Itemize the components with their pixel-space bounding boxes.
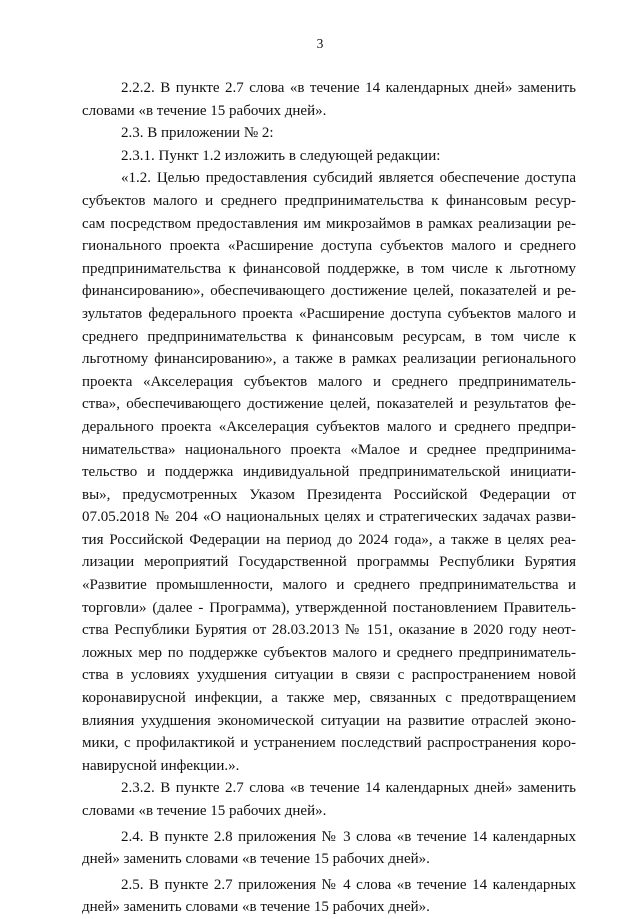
text-line: ства», обеспечивающего достижение целей, показателей и результатов фе- — [82, 396, 576, 413]
text-line: дней» заменить словами «в течение 15 рабочих дней». — [82, 851, 430, 868]
text-line: ства Республики Бурятия от 28.03.2013 № 151, оказание в 2020 году неот- — [82, 622, 576, 639]
text-line: влияния ухудшения экономической ситуации на развитие отраслей эконо- — [82, 712, 576, 729]
text-line: 2.3. В приложении № 2: — [121, 125, 274, 142]
text-line: предпринимательства к финансовой поддержке, в том числе к льготному — [82, 260, 576, 277]
text-line: словами «в течение 15 рабочих дней». — [82, 102, 327, 119]
text-line: 2.3.1. Пункт 1.2 изложить в следующей редакции: — [121, 147, 441, 164]
text-line: дней» заменить словами «в течение 15 рабочих дней». — [82, 899, 430, 916]
text-line: 2.2.2. В пункте 2.7 слова «в течение 14 календарных дней» заменить — [121, 80, 576, 96]
document-body — [82, 77, 576, 919]
page-number: 3 — [316, 36, 324, 51]
text-line: 07.05.2018 № 204 «О национальных целях и стратегических задачах разви- — [82, 509, 576, 526]
text-line: сам посредством предоставления им микрозаймов в рамках реализации ре- — [82, 215, 576, 232]
text-line: лизации мероприятий Государственной программы Республики Бурятия — [82, 554, 576, 571]
text-line: тельство и поддержка индивидуальной предпринимательской инициати- — [82, 464, 576, 481]
text-line: ложных мер по поддержке субъектов малого и среднего предприниматель- — [82, 644, 576, 661]
text-line: «Развитие промышленности, малого и среднего предпринимательства и — [82, 577, 576, 594]
text-line: словами «в течение 15 рабочих дней». — [82, 803, 327, 819]
text-line: 2.3.2. В пункте 2.7 слова «в течение 14 календарных дней» заменить — [121, 780, 576, 797]
text-line: тия Российской Федерации на период до 2024 года», а также в целях реа- — [82, 531, 576, 548]
text-line: проекта «Акселерация субъектов малого и среднего предприниматель- — [82, 373, 576, 390]
text-line: финансированию», обеспечивающего достижение целей, показателей и ре- — [82, 283, 576, 300]
text-line: вы», предусмотренных Указом Президента Российской Федерации от — [82, 486, 576, 503]
text-line: субъектов малого и среднего предпринимательства к финансовым ресур- — [82, 192, 576, 209]
text-line: коронавирусной инфекции, а также мер, связанных с предотвращением — [82, 690, 576, 707]
text-line: торговли» (далее - Программа), утвержденной постановлением Правитель- — [82, 599, 576, 616]
text-line: «1.2. Целью предоставления субсидий является обеспечение доступа — [121, 170, 576, 187]
text-line: навирусной инфекции.». — [82, 757, 240, 774]
text-line: гионального проекта «Расширение доступа субъектов малого и среднего — [82, 238, 576, 255]
text-line: нимательства» национального проекта «Малое и среднее предпринима- — [82, 441, 576, 458]
text-line: мики, с профилактикой и устранением последствий распространения коро- — [82, 735, 576, 752]
text-line: 2.5. В пункте 2.7 приложения № 4 слова «в течение 14 календарных — [121, 876, 576, 893]
text-line: 2.4. В пункте 2.8 приложения № 3 слова «в течение 14 календарных — [121, 828, 576, 845]
text-line: льготному финансированию», а также в рамках реализации регионального — [82, 351, 576, 368]
text-line: среднего предпринимательства к финансовым ресурсам, в том числе к — [82, 328, 576, 345]
text-line: зультатов федерального проекта «Расширение доступа субъектов малого и — [82, 305, 576, 322]
text-line: дерального проекта «Акселерация субъектов малого и среднего предпри- — [82, 418, 576, 435]
text-line: ства в условиях ухудшения ситуации в связи с распространением новой — [82, 667, 576, 684]
